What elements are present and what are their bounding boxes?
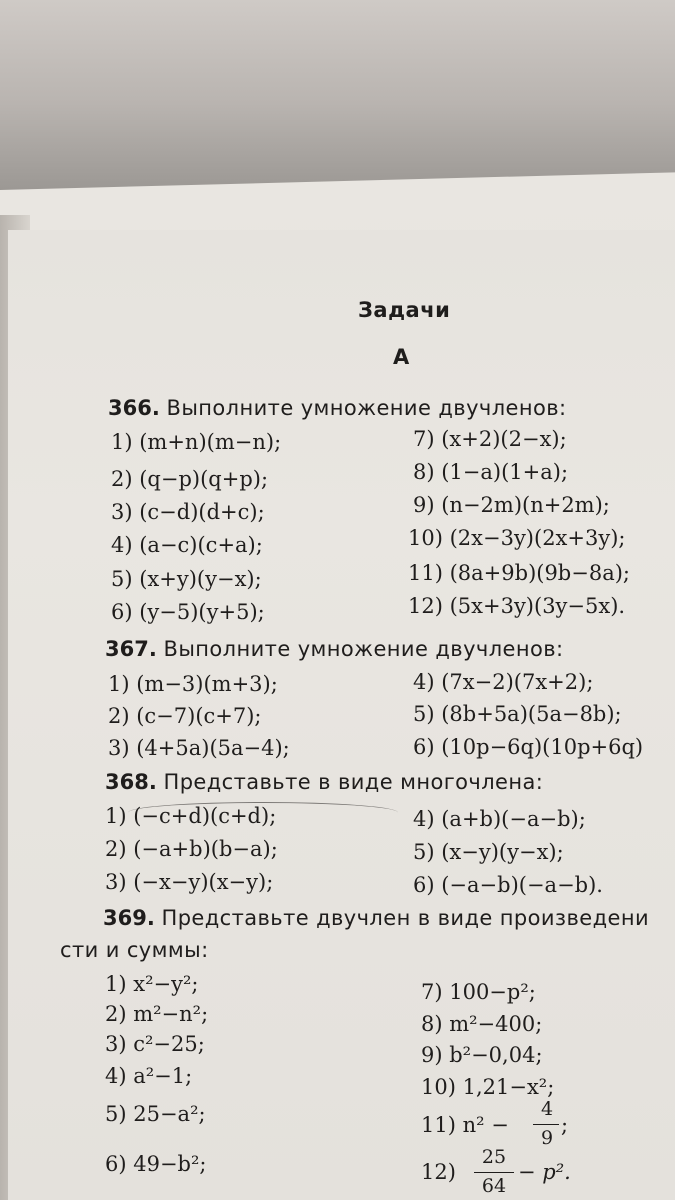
fraction-bar <box>533 1124 559 1125</box>
task-instruction: Выполните умножение двучленов: <box>166 396 567 420</box>
fraction-denominator: 9 <box>540 1127 554 1149</box>
task-368-item-4: 4) (a+b)(−a−b); <box>413 807 586 831</box>
task-369-continuation: сти и суммы: <box>60 938 209 962</box>
task-instruction: Представьте двучлен в виде произведени <box>161 906 650 930</box>
task-366-item-4: 4) (a−c)(c+a); <box>111 533 263 557</box>
fraction-numerator: 4 <box>540 1098 554 1120</box>
task-368-heading <box>105 770 543 794</box>
task-369-item-12 <box>421 1160 456 1184</box>
task-number: 367. <box>105 637 157 661</box>
task-368-item-6: 6) (−a−b)(−a−b). <box>413 873 603 897</box>
task-369-heading <box>103 906 649 930</box>
task-instruction: Выполните умножение двучленов: <box>163 637 564 661</box>
task-366-item-6: 6) (y−5)(y+5); <box>111 600 265 624</box>
task-366-item-9: 9) (n−2m)(n+2m); <box>413 493 610 517</box>
task-366-item-10: 10) (2x−3y)(2x+3y); <box>408 526 626 550</box>
task-369-item-8: 8) m²−400; <box>421 1012 543 1036</box>
task-367-item-3: 3) (4+5a)(5a−4); <box>108 736 290 760</box>
task-366-item-1: 1) (m+n)(m−n); <box>111 430 282 454</box>
task-367-heading <box>105 637 563 661</box>
task-369-item-9: 9) b²−0,04; <box>421 1043 543 1067</box>
task-number: 366. <box>108 396 160 420</box>
task-369-item-2: 2) m²−n²; <box>105 1002 209 1026</box>
task-369-item-7: 7) 100−p²; <box>421 980 536 1004</box>
task-367-item-2: 2) (c−7)(c+7); <box>108 704 262 728</box>
item-label: 11) n² − <box>421 1113 509 1137</box>
section-title: Задачи <box>358 298 451 322</box>
task-368-item-1: 1) (−c+d)(c+d); <box>105 804 277 828</box>
task-367-item-6: 6) (10p−6q)(10p+6q) <box>413 735 644 759</box>
task-366-item-5: 5) (x+y)(y−x); <box>111 567 262 591</box>
fraction-tail: − p². <box>518 1160 571 1184</box>
fraction-denominator: 64 <box>481 1175 507 1197</box>
task-366-item-11: 11) (8a+9b)(9b−8a); <box>408 561 630 585</box>
task-368-item-2: 2) (−a+b)(b−a); <box>105 837 278 861</box>
task-368-item-3: 3) (−x−y)(x−y); <box>105 870 274 894</box>
task-number: 368. <box>105 770 157 794</box>
task-369-item-10: 10) 1,21−x²; <box>421 1075 555 1099</box>
task-366-heading <box>108 396 566 420</box>
item-label: 12) <box>421 1160 456 1184</box>
fraction-bar <box>474 1172 514 1173</box>
task-366-item-12: 12) (5x+3y)(3y−5x). <box>408 594 626 618</box>
task-366-item-8: 8) (1−a)(1+a); <box>413 460 569 484</box>
textbook-page <box>8 230 675 1200</box>
task-369-item-4: 4) a²−1; <box>105 1064 193 1088</box>
fraction-tail: ; <box>561 1113 569 1137</box>
fraction-numerator: 25 <box>481 1146 507 1168</box>
task-instruction: Представьте в виде многочлена: <box>163 770 544 794</box>
section-letter: А <box>393 345 410 369</box>
task-368-item-5: 5) (x−y)(y−x); <box>413 840 564 864</box>
task-369-item-6: 6) 49−b²; <box>105 1152 207 1176</box>
task-369-item-3: 3) c²−25; <box>105 1032 205 1056</box>
task-367-item-5: 5) (8b+5a)(5a−8b); <box>413 702 622 726</box>
task-369-item-11 <box>421 1113 509 1137</box>
task-369-item-1: 1) x²−y²; <box>105 972 199 996</box>
task-367-item-4: 4) (7x−2)(7x+2); <box>413 670 594 694</box>
task-369-item-5: 5) 25−a²; <box>105 1102 206 1126</box>
task-number: 369. <box>103 906 155 930</box>
task-366-item-2: 2) (q−p)(q+p); <box>111 467 269 491</box>
task-366-item-7: 7) (x+2)(2−x); <box>413 427 567 451</box>
task-367-item-1: 1) (m−3)(m+3); <box>108 672 278 696</box>
task-366-item-3: 3) (c−d)(d+c); <box>111 500 265 524</box>
